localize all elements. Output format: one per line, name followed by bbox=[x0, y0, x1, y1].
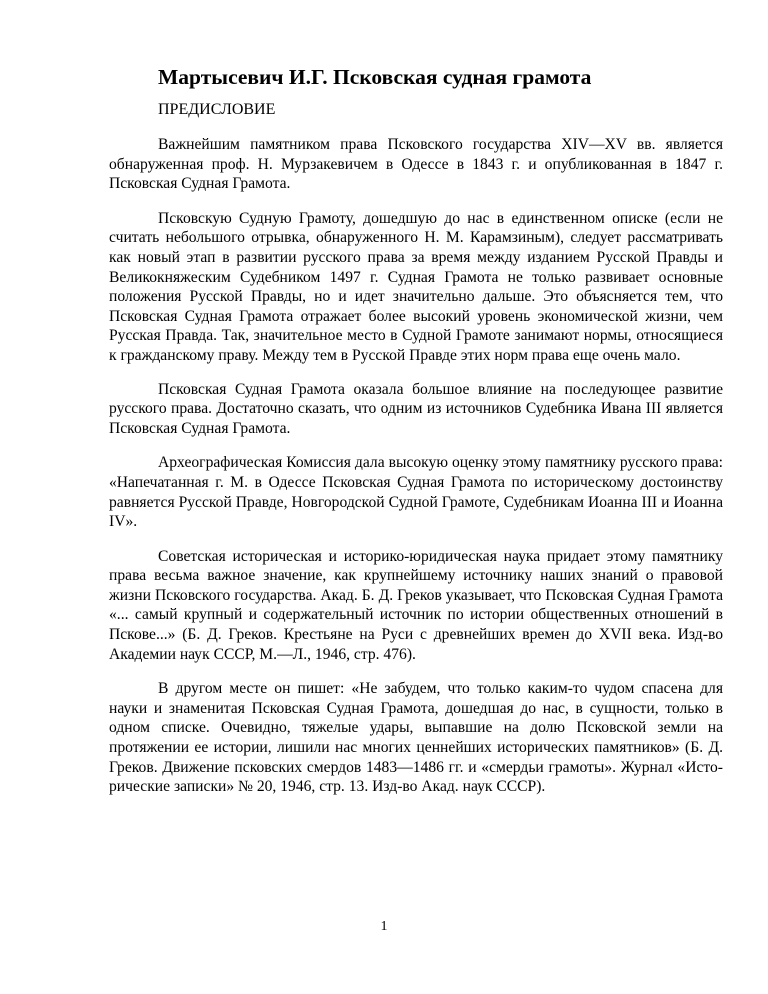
page-number: 1 bbox=[380, 919, 388, 934]
document-title: Мартысевич И.Г. Псковская судная грамота bbox=[158, 65, 592, 89]
paragraph-4: Археографическая Комиссия дала высокую оценку этому памятнику русского права: «Напечатанная г. М. в Одессе Псковская Судная Грамота по историческому достоинству равняется Русской Правде, Новгородской Судной Грамоте, Судебникам Иоанна III и Иоанна IV». bbox=[109, 454, 723, 531]
paragraph-6: В другом месте он пишет: «Не забудем, что только каким-то чудом спасена для науки и знаменитая Псковская Судная Грамота, дошедшая до нас, в сущности, только в одном списке. Очевидно, тяжелые удары, выпавшие на долю Псковской земли на протяжении ее истории, лишили нас многих ценнейших исторических памятников» (Б. Д. Греков. Движение псковских смердов 1483—1486 гг. и «смердьи грамоты». Журнал «Исторические записки» № 20, 1946, стр. 13. Изд-во Акад. наук СССР). bbox=[109, 680, 723, 796]
document-page bbox=[109, 62, 723, 797]
paragraph-2: Псковскую Судную Грамоту, дошедшую до нас в единственном описке (если не считать небольшого отрывка, обнаруженного Н. М. Карамзиным), следует рассматривать как новый этап в развитии русского права за время между изданием Русской Правды и Великокняжеским Судебником 1497 г. Судная Грамота не только развивает основные положения Русской Правды, но и идет значительно дальше. Это объясняется тем, что Псковская Судная Грамота отражает более высокий уровень экономической жизни, чем Русская Правда. Так, значительное место в Судной Грамоте занимают нормы, относящиеся к гражданскому праву. Между тем в Русской Правде этих норм права еще очень мало. bbox=[109, 209, 723, 364]
paragraph-5: Советская историческая и историко-юридическая наука придает этому памятнику права весьма важное значение, как крупнейшему источнику наших знаний о правовой жизни Псковского государства. Акад. Б. Д. Греков указывает, что Псковская Судная Грамота «... самый крупный и содержательный источник по истории общественных отношений в Пскове...» (Б. Д. Греков. Крестьяне на Руси с древнейших времен до XVII века. Изд-во Академии наук СССР, М.—Л., 1946, стр. 476). bbox=[109, 547, 723, 663]
paragraph-3: Псковская Судная Грамота оказала большое влияние на последующее развитие русского права. Достаточно сказать, что одним из источников Судебника Ивана III является Псковская Судная Грамота. bbox=[109, 380, 723, 437]
paragraph-1: Важнейшим памятником права Псковского государства XIV—XV вв. является обнаруженная проф. Н. Мурзакевичем в Одессе в 1843 г. и опубликованная в 1847 г. Псковская Судная Грамота. bbox=[109, 136, 723, 193]
section-heading: ПРЕДИСЛОВИЕ bbox=[158, 101, 276, 118]
